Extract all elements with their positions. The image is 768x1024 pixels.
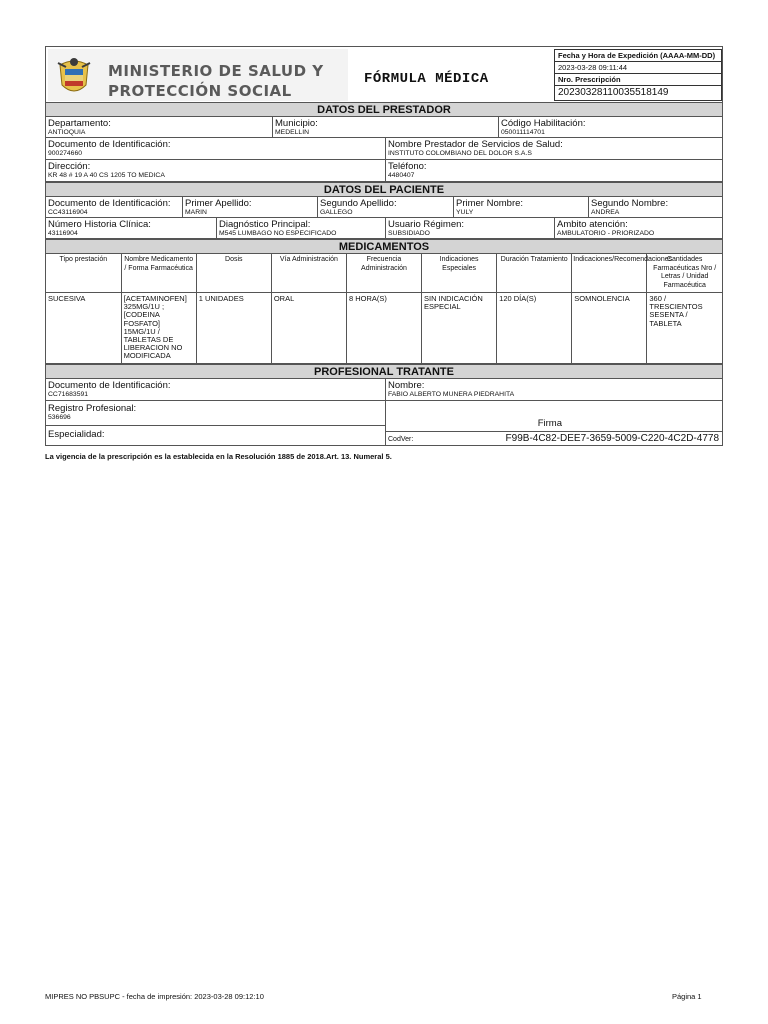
medicamentos-table xyxy=(46,254,722,364)
codigo-habilitacion-cell xyxy=(498,117,722,137)
regimen-cell xyxy=(385,218,554,238)
firma-label: Firma xyxy=(537,417,562,429)
col-recomendaciones: Indicaciones/Recomendaciones xyxy=(572,254,647,293)
regimen-label: Usuario Régimen: xyxy=(388,219,465,230)
medicamentos-section xyxy=(45,239,723,364)
prescription-sheet xyxy=(45,46,723,461)
profesional-row-1 xyxy=(46,379,722,401)
firma-cell xyxy=(385,401,722,445)
codigo-habilitacion-label: Código Habilitación: xyxy=(501,118,586,129)
ministry-logo-area xyxy=(48,49,348,101)
direccion-value: KR 48 # 19 A 40 CS 1205 TO MEDICA xyxy=(48,172,165,179)
ambito-value: AMBULATORIO - PRIORIZADO xyxy=(557,230,655,237)
expedition-value: 2023-03-28 09:11:44 xyxy=(555,62,721,74)
primer-nombre-cell xyxy=(453,197,588,217)
codver-divider xyxy=(386,431,722,432)
cell-cantidades: 360 / TRESCIENTOS SESENTA / TABLETA xyxy=(647,293,722,364)
primer-apellido-label: Primer Apellido: xyxy=(185,198,252,209)
prestador-documento-cell xyxy=(46,138,385,159)
municipio-value: MEDELLIN xyxy=(275,129,309,136)
prestador-nombre-value: INSTITUTO COLOMBIANO DEL DOLOR S.A.S xyxy=(388,150,532,157)
departamento-value: ANTIOQUIA xyxy=(48,129,86,136)
ministry-name-line1: MINISTERIO DE SALUD Y xyxy=(108,62,324,80)
cell-via-administracion: ORAL xyxy=(271,293,346,364)
profesional-section xyxy=(45,364,723,446)
prestador-documento-value: 900274660 xyxy=(48,150,83,157)
telefono-label: Teléfono: xyxy=(388,161,427,172)
segundo-apellido-label: Segundo Apellido: xyxy=(320,198,397,209)
codigo-habilitacion-value: 050011114701 xyxy=(501,129,545,136)
col-indicaciones-especiales: Indicaciones Especiales xyxy=(422,254,497,293)
historia-cell xyxy=(46,218,216,238)
telefono-value: 4480407 xyxy=(388,172,415,179)
footer-print-info: MIPRES NO PBSUPC - fecha de impresión: 2023-03-28 09:12:10 xyxy=(45,992,264,1001)
direccion-cell xyxy=(46,160,385,181)
historia-label: Número Historia Clínica: xyxy=(48,219,151,230)
footer-page-number: Página 1 xyxy=(672,992,702,1001)
profesional-divider xyxy=(46,425,385,426)
cell-recomendaciones: SOMNOLENCIA xyxy=(572,293,647,364)
col-duracion: Duración Tratamiento xyxy=(497,254,572,293)
primer-nombre-label: Primer Nombre: xyxy=(456,198,524,209)
profesional-documento-value: CC71683591 xyxy=(48,390,89,398)
expedition-label: Fecha y Hora de Expedición (AAAA-MM-DD) xyxy=(555,50,721,62)
col-tipo-prestacion: Tipo prestación xyxy=(46,254,121,293)
departamento-cell xyxy=(46,117,272,137)
paciente-documento-label: Documento de Identificación: xyxy=(48,198,171,209)
col-cantidades: Cantidades Farmacéuticas Nro / Letras / Unidad Farmacéutica xyxy=(647,254,722,293)
prestador-row-1 xyxy=(46,117,722,138)
municipio-cell xyxy=(272,117,498,137)
table-row xyxy=(46,293,722,364)
paciente-row-2 xyxy=(46,218,722,239)
profesional-row-2 xyxy=(46,401,722,446)
ambito-cell xyxy=(554,218,722,238)
cell-dosis: 1 UNIDADES xyxy=(196,293,271,364)
segundo-nombre-value: ANDREA xyxy=(591,209,620,216)
cell-nombre-medicamento: [ACETAMINOFEN] 325MG/1U ; [CODEINA FOSFATO] 15MG/1U / TABLETAS DE LIBERACION NO MODIFICADA xyxy=(121,293,196,364)
profesional-nombre-label: Nombre: xyxy=(388,379,425,391)
ambito-label: Ambito atención: xyxy=(557,219,628,230)
profesional-left-column xyxy=(46,401,385,445)
cell-tipo-prestacion: SUCESIVA xyxy=(46,293,121,364)
diagnostico-label: Diagnóstico Principal: xyxy=(219,219,311,230)
paciente-section-title: DATOS DEL PACIENTE xyxy=(46,183,722,197)
coat-of-arms-icon xyxy=(56,55,92,97)
paciente-section xyxy=(45,182,723,239)
col-dosis: Dosis xyxy=(196,254,271,293)
prestador-nombre-label: Nombre Prestador de Servicios de Salud: xyxy=(388,139,563,150)
prestador-section xyxy=(45,102,723,182)
document-header xyxy=(45,46,723,102)
col-via-administracion: Vía Administración xyxy=(271,254,346,293)
regimen-value: SUBSIDIADO xyxy=(388,230,430,237)
codver-value: F99B-4C82-DEE7-3659-5009-C220-4C2D-4778 xyxy=(505,432,719,444)
prescription-number-label: Nro. Prescripción xyxy=(555,74,721,86)
ministry-name-line2: PROTECCIÓN SOCIAL xyxy=(108,82,292,100)
expedition-box xyxy=(554,49,722,101)
col-frecuencia: Frecuencia Administración xyxy=(346,254,421,293)
medicamentos-section-title: MEDICAMENTOS xyxy=(46,240,722,254)
ministry-name xyxy=(108,61,324,101)
prestador-section-title: DATOS DEL PRESTADOR xyxy=(46,103,722,117)
profesional-documento-label: Documento de Identificación: xyxy=(48,379,171,391)
diagnostico-cell xyxy=(216,218,385,238)
departamento-label: Departamento: xyxy=(48,118,111,129)
direccion-label: Dirección: xyxy=(48,161,91,172)
profesional-nombre-value: FABIO ALBERTO MUNERA PIEDRAHITA xyxy=(388,390,515,398)
cell-indicaciones-especiales: SIN INDICACIÓN ESPECIAL xyxy=(422,293,497,364)
prestador-row-2 xyxy=(46,138,722,160)
segundo-nombre-cell xyxy=(588,197,722,217)
especialidad-label: Especialidad: xyxy=(48,428,105,440)
paciente-documento-value: CC43116904 xyxy=(48,209,88,216)
vigencia-note: La vigencia de la prescripción es la establecida en la Resolución 1885 de 2018.Art. 13. Numeral 5. xyxy=(45,452,392,461)
prestador-nombre-cell xyxy=(385,138,722,159)
registro-value: 536696 xyxy=(48,413,71,421)
medicamentos-header-row xyxy=(46,254,722,293)
segundo-nombre-label: Segundo Nombre: xyxy=(591,198,669,209)
cell-duracion: 120 DÍA(S) xyxy=(497,293,572,364)
codver-label: CodVer: xyxy=(388,435,414,443)
primer-nombre-value: YULY xyxy=(456,209,474,216)
segundo-apellido-cell xyxy=(317,197,453,217)
diagnostico-value: M545 LUMBAGO NO ESPECIFICADO xyxy=(219,230,337,237)
municipio-label: Municipio: xyxy=(275,118,318,129)
profesional-section-title: PROFESIONAL TRATANTE xyxy=(46,365,722,379)
segundo-apellido-value: GALLEGO xyxy=(320,209,353,216)
profesional-documento-cell xyxy=(46,379,385,400)
cell-frecuencia: 8 HORA(S) xyxy=(346,293,421,364)
paciente-row-1 xyxy=(46,197,722,218)
registro-label: Registro Profesional: xyxy=(48,402,137,414)
profesional-nombre-cell xyxy=(385,379,722,400)
paciente-documento-cell xyxy=(46,197,182,217)
primer-apellido-value: MARIN xyxy=(185,209,207,216)
primer-apellido-cell xyxy=(182,197,317,217)
prestador-documento-label: Documento de Identificación: xyxy=(48,139,171,150)
telefono-cell xyxy=(385,160,722,181)
col-nombre-medicamento: Nombre Medicamento / Forma Farmacéutica xyxy=(121,254,196,293)
prestador-row-3 xyxy=(46,160,722,182)
document-title: FÓRMULA MÉDICA xyxy=(364,71,489,87)
historia-value: 43116904 xyxy=(48,230,78,237)
prescription-number-value: 20230328110035518149 xyxy=(558,87,669,98)
